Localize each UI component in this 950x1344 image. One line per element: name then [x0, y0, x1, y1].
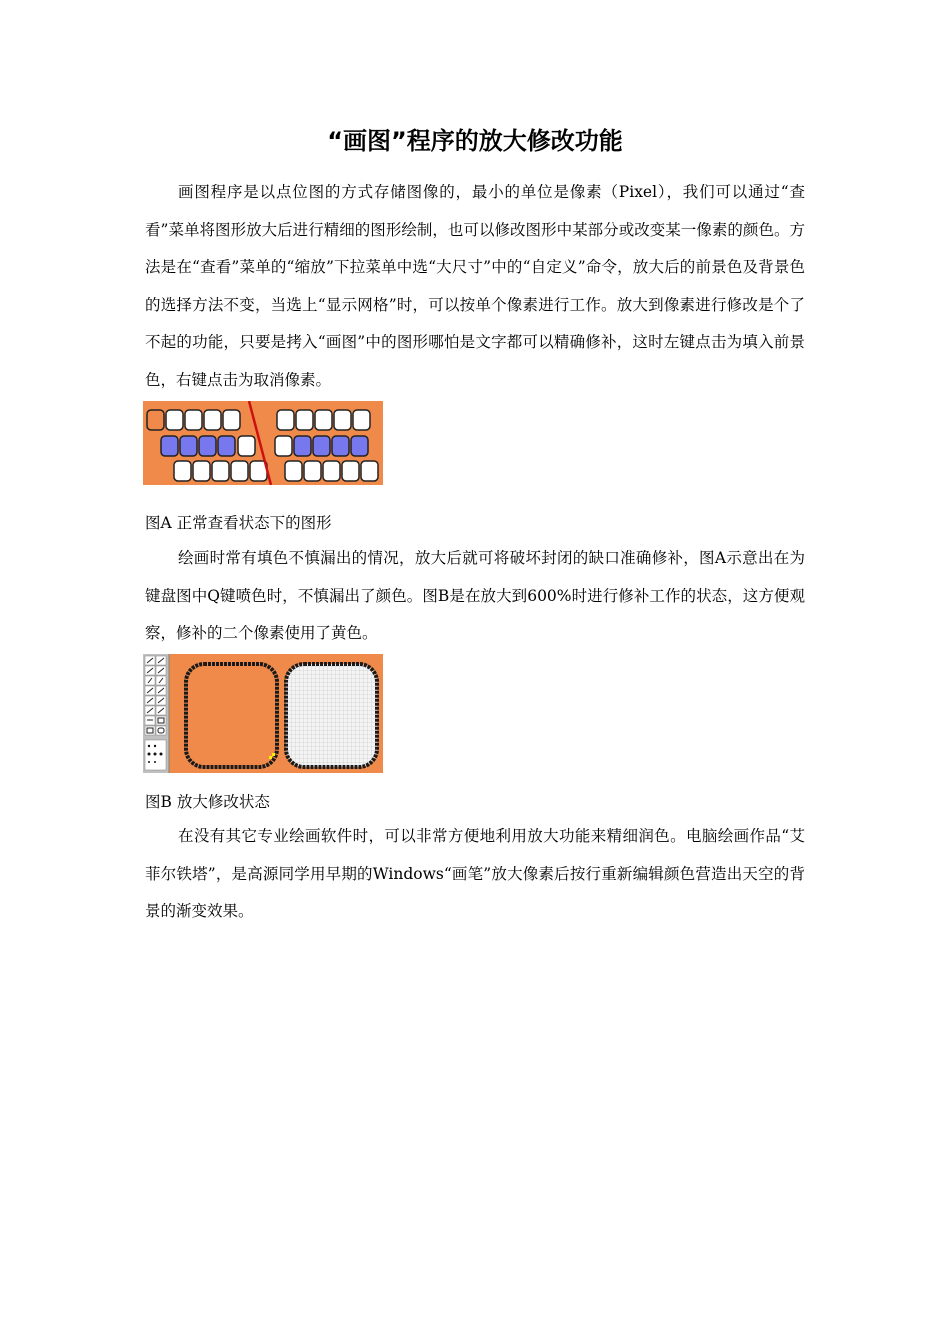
key [323, 461, 340, 481]
zoomed-key-filled [186, 664, 277, 767]
key [212, 461, 229, 481]
key [238, 436, 255, 456]
key [199, 436, 216, 456]
paint-toolbox [143, 654, 169, 773]
key [161, 436, 178, 456]
key [180, 436, 197, 456]
key [193, 461, 210, 481]
key [218, 436, 235, 456]
paragraph-2: 绘画时常有填色不慎漏出的情况，放大后就可将破坏封闭的缺口准确修补，图A示意出在为键盘图中Q键喷色时，不慎漏出了颜色。图B是在放大到600%时进行修补工作的状态，这方便观察，修补的二个像素使用了黄色。 [145, 549, 805, 642]
page-title: “画图”程序的放大修改功能 [327, 127, 623, 155]
zoomed-key-grid [286, 664, 377, 767]
paragraph-1: 画图程序是以点位图的方式存储图像的，最小的单位是像素（Pixel），我们可以通过“查看”菜单将图形放大后进行精细的图形绘制，也可以修改图形中某部分或改变某一像素的颜色。方法是在“查看”菜单的“缩放”下拉菜单中选“大尺寸”中的“自定义”命令，放大后的前景色及背景色的选择方法不变，当选上“显示网格”时，可以按单个像素进行工作。放大到像素进行修改是个了不起的功能，只要是拷入“画图”中的图形哪怕是文字都可以精确修补，这时左键点击为填入前景色，右键点击为取消像素。 [145, 183, 805, 389]
key [204, 410, 221, 430]
key [296, 410, 313, 430]
key [342, 461, 359, 481]
repaired-pixel [269, 756, 272, 759]
key [185, 410, 202, 430]
figure-a-keyboard-image [143, 401, 383, 485]
key [313, 436, 330, 456]
figure-b-caption: 图B 放大修改状态 [145, 793, 270, 811]
key [166, 410, 183, 430]
key [304, 461, 321, 481]
figure-b-zoom-image [143, 654, 383, 773]
key [332, 436, 349, 456]
key [277, 410, 294, 430]
key [334, 410, 351, 430]
key [294, 436, 311, 456]
key [315, 410, 332, 430]
key [351, 436, 368, 456]
key [353, 410, 370, 430]
paragraph-3: 在没有其它专业绘画软件时，可以非常方便地利用放大功能来精细润色。电脑绘画作品“艾菲尔铁塔”，是高源同学用早期的Windows“画笔”放大像素后按行重新编辑颜色营造出天空的背景的渐变效果。 [145, 827, 805, 920]
key [285, 461, 302, 481]
key [223, 410, 240, 430]
key-q [147, 410, 164, 430]
key [361, 461, 378, 481]
key [174, 461, 191, 481]
repaired-pixel [272, 753, 275, 756]
figure-a-caption: 图A 正常查看状态下的图形 [145, 514, 332, 532]
key [275, 436, 292, 456]
key [231, 461, 248, 481]
